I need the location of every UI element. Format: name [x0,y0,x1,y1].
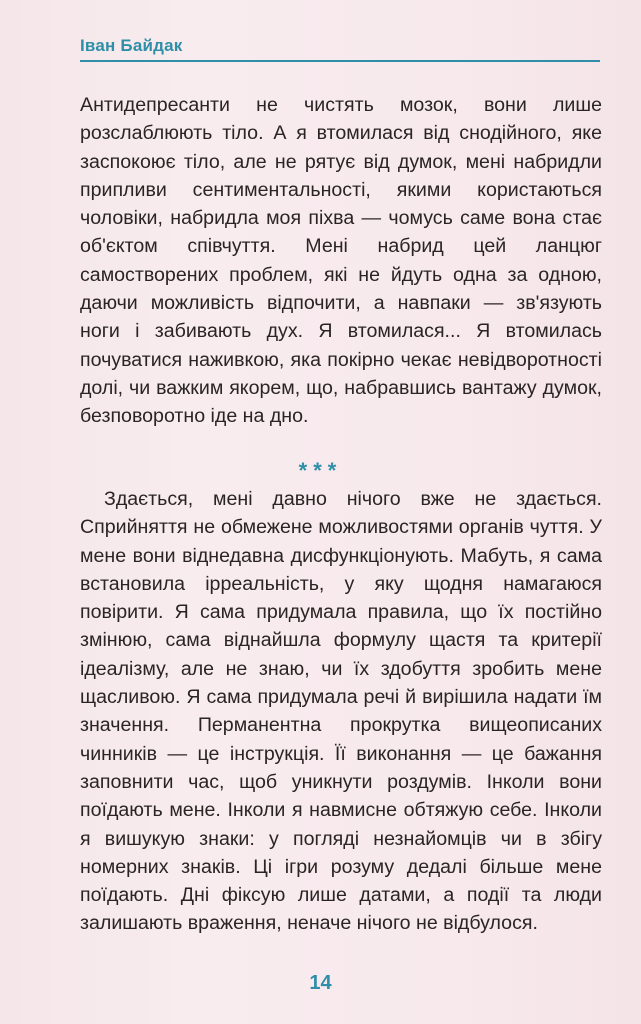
paragraph: Здається, мені давно нічого вже не здається. Сприйняття не обмежене можливостями органів чуття. У мене вони віднедавна дисфункціонують. Мабуть, я сама встановила ірреальність, у яку щодня намагаюся повірити. Я сама придумала правила, що їх постійно змінюю, сама віднайшла формулу щастя та критерії ідеалізму, але не знаю, чи їх здобуття зробить мене щасливою. Я сама придумала речі й вирішила надати їм значення. Перманентна прокрутка вищеописаних чинників — це інструкція. Її виконання — це бажання заповнити час, щоб уникнути роздумів. Інколи вони поїдають мене. Інколи я навмисне обтяжую себе. Інколи я вишукую знаки: у погляді незнайомців чи в збігу номерних знаків. Ці ігри розуму дедалі більше мене поїдають. Дні фіксую лише датами, а події та люди залишають враження, неначе нічого не відбулося. [80,488,602,935]
body-text-block-2 [80,485,602,938]
running-head-author: Іван Байдак [80,36,183,55]
header-rule [80,60,600,62]
paragraph: Антидепресанти не чистять мозок, вони лише розслаблюють тіло. А я втомилася від снодійного, яке заспокоює тіло, але не рятує від думок, мені набридли припливи сентиментальності, якими користаються чоловіки, набридла моя піхва — чомусь саме вона стає об'єктом співчуття. Мені набрид цей ланцюг самостворених проблем, які не йдуть одна за одною, даючи можливість відпочити, а навпаки — зв'язують ноги і забивають дух. Я втомилася... Я втомилась почуватися наживкою, яка покірно чекає невідворотності долі, чи важким якорем, що, набравшись вантажу думок, безповоротно іде на дно. [80,94,602,428]
page-number: 14 [309,972,332,994]
section-separator: *** [298,458,343,483]
body-text-block-1 [80,91,602,431]
